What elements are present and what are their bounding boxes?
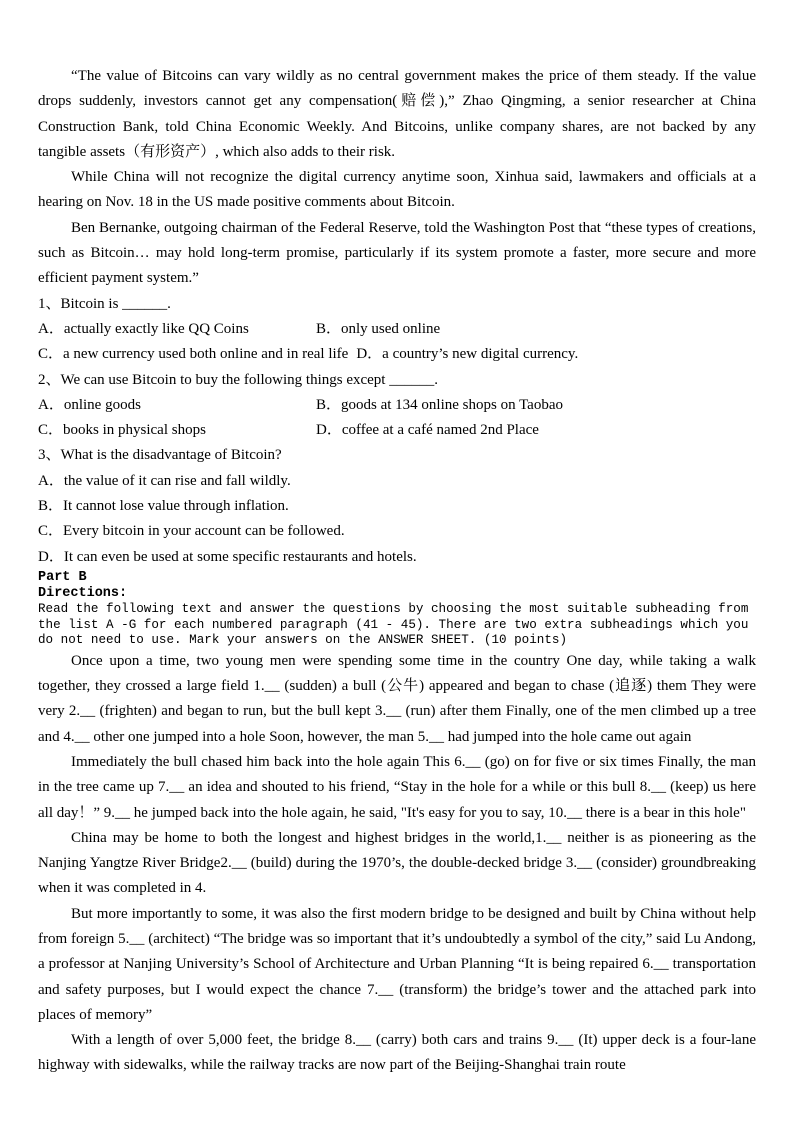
option-row — [38, 393, 756, 418]
option-right: B．goods at 134 online shops on Taobao — [316, 396, 563, 413]
paragraph: Immediately the bull chased him back into the hole again This 6.__ (go) on for five or six times Finally, the man in the tree came up 7.__ an idea and shouted to his friend, “Stay in the hole for a while or this bull 8.__ (keep) us here all day！” 9.__ he jumped back into the hole again, he said, "It's easy for you to say, 10.__ there is a bear in this hole" — [38, 753, 756, 821]
paragraph: While China will not recognize the digital currency anytime soon, Xinhua said, lawmakers and officials at a hearing on Nov. 18 in the US made positive comments about Bitcoin. — [38, 169, 756, 211]
paragraph: But more importantly to some, it was also the first modern bridge to be designed and built by China without help from foreign 5.__ (architect) “The bridge was so important that it’s undoubtedly a symbol of the city,” said Lu Andong, a professor at Nanjing University’s School of Architecture and Urban Planning “It is being repaired 6.__ transportation and safety purposes, but I would expect the chance 7.__ (transform) the bridge’s tower and the attached park into places of memory” — [38, 905, 756, 1023]
question-line: B．It cannot lose value through inflation. — [38, 498, 289, 515]
option-left: C．a new currency used both online and in real life — [38, 346, 349, 363]
option-row — [38, 418, 756, 443]
option-left: A．actually exactly like QQ Coins — [38, 320, 249, 337]
question-line: D．It can even be used at some specific restaurants and hotels. — [38, 548, 417, 565]
directions-text: Read the following text and answer the questions by choosing the most suitable subheading from the list A -G for each numbered paragraph (41 - 45). There are two extra subheadings which you do not need to use. Mark your answers on the ANSWER SHEET. (10 points) — [38, 601, 749, 648]
option-left: C．books in physical shops — [38, 422, 206, 439]
question-line: 1、Bitcoin is ______. — [38, 295, 171, 312]
section-heading: Directions: — [38, 585, 128, 601]
paragraph: China may be home to both the longest and highest bridges in the world,1.__ neither is as pioneering as the Nanjing Yangtze River Bridge2.__ (build) during the 1970’s, the double-decked bridge 3.__ (consider) groundbreaking when it was completed in 4. — [38, 829, 756, 897]
option-left: A．online goods — [38, 396, 141, 413]
option-row — [38, 342, 756, 367]
paragraph: Once upon a time, two young men were spending some time in the country One day, while taking a walk together, they crossed a large field 1.__ (sudden) a bull (公牛) appeared and began to chase (追逐) them They were very 2.__ (frighten) and began to run, but the bull kept 3.__ (run) after them Finally, one of the men climbed up a tree and 4.__ other one jumped into a hole Soon, however, the man 5.__ had jumped into the hole came out again — [38, 652, 756, 745]
question-line: C．Every bitcoin in your account can be followed. — [38, 523, 345, 540]
option-right: B．only used online — [316, 320, 441, 337]
question-line: 3、What is the disadvantage of Bitcoin? — [38, 447, 282, 464]
section-heading: Part B — [38, 569, 87, 585]
option-right: D．coffee at a café named 2nd Place — [316, 422, 539, 439]
paragraph: Ben Bernanke, outgoing chairman of the Federal Reserve, told the Washington Post that “these types of creations, such as Bitcoin… may hold long-term promise, particularly if its system promote a faster, more secure and more efficient payment system.” — [38, 219, 756, 287]
option-row — [38, 317, 756, 342]
paragraph: With a length of over 5,000 feet, the bridge 8.__ (carry) both cars and trains 9.__ (It) upper deck is a four-lane highway with sidewalks, while the railway tracks are now part of the Beijing-Shanghai train route — [38, 1032, 756, 1074]
option-right: D．a country’s new digital currency. — [356, 346, 579, 363]
question-line: A．the value of it can rise and fall wildly. — [38, 472, 291, 489]
document-body — [38, 64, 756, 1079]
paragraph: “The value of Bitcoins can vary wildly as no central government makes the price of them steady. If the value drops suddenly, investors cannot get any compensation(赔偿),” Zhao Qingming, a senior researcher at China Construction Bank, told China Economic Weekly. And Bitcoins, unlike company shares, are not backed by any tangible assets（有形资产）, which also adds to their risk. — [38, 68, 756, 160]
question-line: 2、We can use Bitcoin to buy the following things except ______. — [38, 371, 438, 388]
